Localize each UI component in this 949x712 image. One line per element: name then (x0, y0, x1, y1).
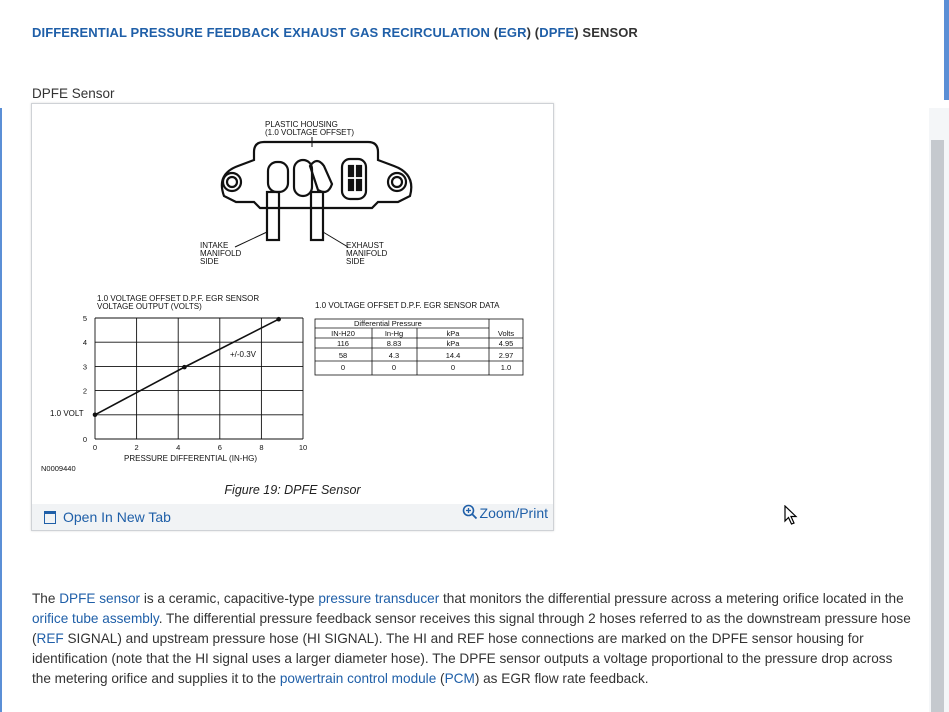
table-header-cell: Volts (497, 329, 515, 338)
intake-label-3: SIDE (200, 257, 219, 266)
table-cell: 0 (450, 363, 456, 372)
left-edge-strip (0, 108, 2, 712)
table-cell: 116 (337, 339, 349, 348)
y-tick-label-0: 0 (82, 435, 87, 444)
title-link-egr[interactable]: EGR (498, 25, 527, 40)
figure-caption: Figure 19: DPFE Sensor (224, 483, 361, 497)
chart-series (93, 317, 281, 417)
table-cell: 4.3 (388, 351, 400, 360)
exhaust-label-1: EXHAUST (346, 241, 384, 250)
x-tick-label-8: 8 (259, 443, 264, 452)
dpfe-diagram[interactable] (32, 104, 553, 504)
table-cell: 2.97 (498, 351, 514, 360)
table-title: 1.0 VOLTAGE OFFSET D.P.F. EGR SENSOR DATA (315, 301, 500, 310)
table-header-cell: IN-H20 (331, 329, 355, 338)
link-ref[interactable]: REF (36, 631, 64, 646)
table-cell: 0 (391, 363, 397, 372)
data-point-0 (93, 413, 98, 418)
intake-label-2: MANIFOLD (200, 249, 242, 258)
y-tick-label-4: 4 (82, 338, 87, 348)
graph-title-2: VOLTAGE OUTPUT (VOLTS) (97, 302, 202, 311)
table-cell: 1.0 (500, 363, 512, 372)
housing-label-1: PLASTIC HOUSING (265, 120, 338, 129)
table-header-cell: In-Hg (384, 329, 404, 338)
x-axis-label: PRESSURE DIFFERENTIAL (IN-HG) (124, 454, 258, 463)
table-cell: 4.95 (498, 339, 514, 348)
link-pressure-transducer[interactable]: pressure transducer (318, 591, 440, 606)
x-tick-label-0: 0 (92, 443, 98, 452)
chart-ticks (83, 314, 307, 452)
exhaust-label-2: MANIFOLD (346, 249, 388, 258)
data-point-2 (276, 317, 281, 322)
x-tick-label-6: 6 (217, 443, 222, 452)
figure-container (31, 103, 554, 531)
title-link-dpfe-egr[interactable]: DIFFERENTIAL PRESSURE FEEDBACK EXHAUST GAS RECIRCULATION (32, 25, 490, 40)
zoom-print-button[interactable] (462, 504, 548, 521)
tolerance-label: +/-0.3V (230, 350, 257, 359)
chart-grid (95, 318, 303, 439)
exhaust-leader (323, 232, 348, 247)
housing-label-2: (1.0 VOLTAGE OFFSET) (265, 128, 355, 137)
link-dpfe-sensor[interactable]: DPFE sensor (59, 591, 141, 606)
scrollbar-accent (944, 0, 949, 100)
link-powertrain-control-module[interactable]: powertrain control module (279, 671, 437, 686)
description-paragraph: The DPFE sensor is a ceramic, capacitive-type pressure transducer that monitors the differential pressure across a metering orifice located in the orifice tube assembly. The differential pressure feedback sensor receives this signal through 2 hoses referred to as the downstream pressure hose (REF SIGNAL) and upstream pressure hose (HI SIGNAL). The HI and REF hose connections are marked on the DPFE sensor housing for identification (note that the HI signal uses a larger diameter hose). The DPFE sensor outputs a voltage proportional to the pressure drop across the metering orifice and supplies it to the powertrain control module (PCM) as EGR flow rate feedback. (32, 591, 911, 686)
table-cell: 8.83 (386, 339, 402, 348)
x-tick-label-10: 10 (298, 443, 308, 452)
figure-id: N0009440 (41, 464, 76, 473)
new-tab-icon (44, 511, 56, 524)
open-in-new-tab-button[interactable] (44, 509, 171, 525)
link-pcm[interactable]: PCM (444, 671, 475, 686)
table-cell: kPa (446, 339, 460, 348)
table-cell: 0 (340, 363, 346, 372)
exhaust-label-3: SIDE (346, 257, 365, 266)
intake-leader (235, 232, 267, 247)
page-title: DIFFERENTIAL PRESSURE FEEDBACK EXHAUST GAS RECIRCULATION (EGR) (DPFE) SENSOR (32, 25, 638, 40)
mouse-cursor-icon (784, 505, 798, 527)
title-link-dpfe[interactable]: DPFE (539, 25, 575, 40)
link-orifice-tube-assembly[interactable]: orifice tube assembly (32, 611, 159, 626)
y-tick-label-5: 5 (82, 314, 87, 323)
open-in-new-tab-label: Open In New Tab (63, 509, 171, 525)
table-cells (331, 329, 514, 372)
figure-footer (32, 504, 553, 530)
data-point-1 (182, 365, 187, 370)
graph-title-1: 1.0 VOLTAGE OFFSET D.P.F. EGR SENSOR (97, 294, 260, 303)
y-tick-label-2: 2 (82, 386, 87, 396)
intake-label-1: INTAKE (200, 241, 229, 250)
series-line-0 (95, 319, 279, 415)
figure-label: DPFE Sensor (32, 86, 115, 101)
y-tick-label-3: 3 (82, 362, 87, 372)
table-group-header: Differential Pressure (354, 319, 422, 328)
x-tick-label-2: 2 (134, 443, 139, 452)
table-cell: 14.4 (445, 351, 461, 360)
sensor-housing (222, 142, 411, 240)
scrollbar-thumb[interactable] (931, 140, 944, 712)
table-header-cell: kPa (446, 329, 460, 338)
table-cell: 58 (338, 351, 348, 360)
x-tick-label-4: 4 (176, 443, 181, 452)
zoom-print-label: Zoom/Print (479, 504, 548, 521)
zoom-icon (462, 504, 478, 521)
one-volt-label: 1.0 VOLT (50, 409, 84, 418)
